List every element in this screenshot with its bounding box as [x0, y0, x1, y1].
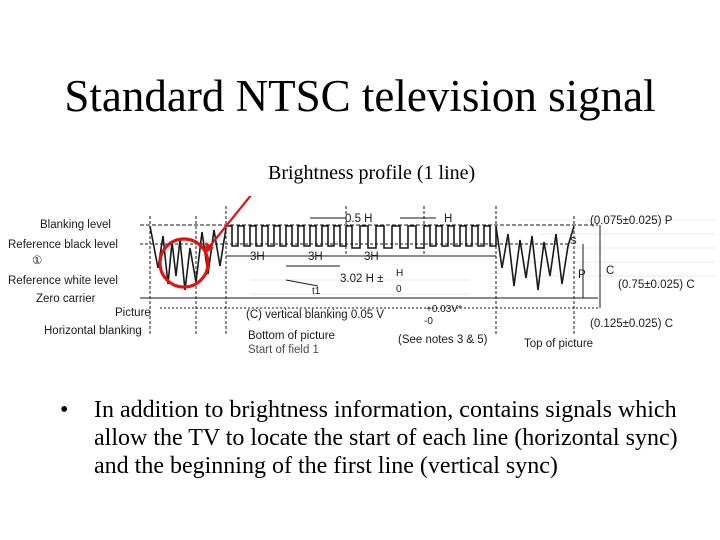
half-h-label: 0.5 H	[345, 213, 373, 225]
picture-label: Picture	[115, 307, 151, 319]
dimension-arrows	[226, 218, 600, 308]
vertical-blanking-label: (C) vertical blanking 0.05 V	[246, 309, 385, 321]
start-of-field-label: Start of field 1	[248, 344, 319, 356]
vb-tolerance-label: +0.03V*	[426, 304, 462, 315]
callout-arrow	[210, 196, 268, 246]
h-frac-label: H	[396, 268, 404, 279]
three-h-label-2: 3H	[308, 251, 323, 263]
slide-title: Standard NTSC television signal	[64, 71, 656, 121]
bottom-of-picture-label: Bottom of picture	[248, 330, 335, 342]
ntsc-signal-figure	[0, 196, 720, 356]
top-of-picture-label: Top of picture	[524, 338, 594, 350]
reference-black-level-label: Reference black level	[8, 239, 118, 251]
blanking-level-label: Blanking level	[40, 219, 111, 231]
p-value-label: (0.075±0.025) P	[590, 215, 673, 227]
equalizing-pulses-2	[424, 226, 496, 246]
horizontal-blanking-label: Horizontal blanking	[44, 325, 142, 337]
p-label: P	[578, 269, 586, 281]
reference-white-level-label: Reference white level	[8, 275, 118, 287]
signal-diagram	[0, 196, 720, 356]
bullet-text: In addition to brightness information, contains signals which allow the TV to locate the start of each line (horizontal sync) and the beginning of the first line (vertical sync)	[94, 397, 678, 479]
marker-1-label: ①	[32, 255, 43, 267]
t1-label: t1	[312, 286, 321, 297]
zero-frac-label: 0	[396, 284, 402, 295]
s-label: S	[570, 236, 577, 247]
bullet-marker: •	[60, 397, 69, 423]
c-value-label: (0.75±0.025) C	[618, 279, 695, 291]
three-h-label-1: 3H	[250, 251, 265, 263]
vertical-sync-pulses	[346, 226, 424, 248]
bullet-item	[60, 396, 680, 480]
h-label: H	[444, 213, 453, 225]
bottom-value-label: (0.125±0.025) C	[590, 318, 674, 330]
three-h-label-3: 3H	[364, 251, 379, 263]
see-notes-label: (See notes 3 & 5)	[398, 334, 488, 346]
three-h-plus-label: 3.02 H ±	[340, 273, 384, 285]
equalizing-pulses	[226, 226, 346, 246]
picture-segment-right	[496, 226, 574, 290]
zero-carrier-label: Zero carrier	[36, 293, 96, 305]
callout-label: Brightness profile (1 line)	[268, 162, 476, 184]
vb-zero-label: -0	[424, 316, 433, 327]
c-label: C	[606, 265, 615, 277]
